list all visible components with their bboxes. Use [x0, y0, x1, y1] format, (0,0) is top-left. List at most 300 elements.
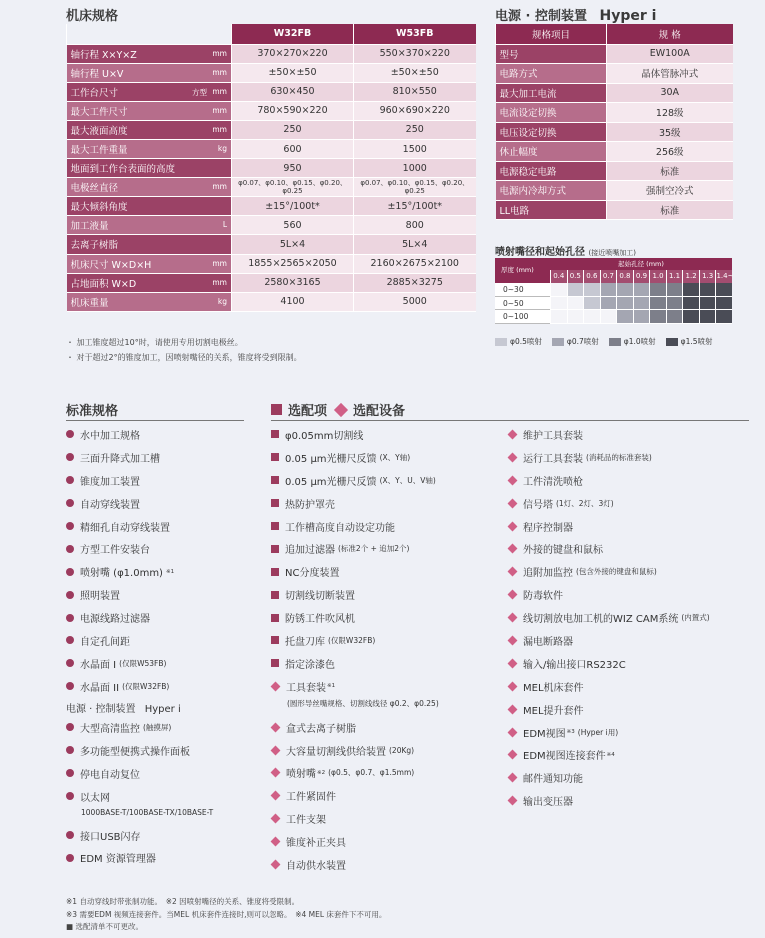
machine-row-value: 560 [232, 216, 354, 235]
machine-note-2: ・ 对于超过2°的锥度加工，因喷射嘴径的关系，锥度将受到限制。 [66, 353, 302, 362]
diamond-bullet-icon [271, 681, 281, 691]
power-spec-table [495, 24, 733, 220]
list-item-text: 水晶面 I [80, 659, 117, 671]
machine-row-value: 810×550 [354, 82, 476, 101]
nozzle-cell [699, 297, 716, 311]
legend-label: φ1.5喷射 [680, 337, 713, 346]
power-row [496, 142, 733, 162]
list-item-note: (φ0.5、φ0.7、φ1.5mm) [328, 768, 415, 778]
nozzle-cell [715, 297, 732, 311]
list-item-detail-text: 1000BASE-T/100BASE-TX/10BASE-T [81, 807, 214, 817]
machine-row-label [67, 178, 232, 197]
list-item-text: 防锈工件吹风机 [285, 614, 355, 626]
machine-header-row [67, 24, 476, 44]
nozzle-cell [583, 283, 600, 297]
square-bullet-icon [271, 453, 279, 461]
nozzle-cell [666, 283, 683, 297]
list-item [66, 537, 174, 560]
list-item-text: 防毒软件 [523, 591, 563, 603]
list-item-footnote-ref: ※3 [566, 729, 575, 736]
power-row [496, 161, 733, 181]
machine-row [67, 44, 476, 63]
list-item [508, 766, 710, 789]
list-item [508, 469, 710, 492]
nozzle-cell [682, 310, 699, 324]
list-item-footnote-ref: ※2 [317, 769, 326, 776]
diamond-bullet-icon [508, 613, 518, 623]
list-item [508, 789, 710, 812]
diamond-bullet-icon [508, 796, 518, 806]
machine-row-label [67, 254, 232, 273]
list-item-text: 工作槽高度自动设定功能 [285, 522, 395, 534]
row-unit: mm [212, 124, 227, 134]
machine-row [67, 254, 476, 273]
list-item-text: 大容量切割线供给装置 [286, 746, 386, 758]
power-row-label: 电源内冷却方式 [496, 181, 607, 201]
list-item-note: (包含外接的键盘和鼠标) [576, 567, 657, 577]
nozzle-legend [495, 336, 755, 347]
nozzle-col-label: 0.4 [550, 270, 567, 283]
machine-row [67, 197, 476, 216]
nozzle-cell [649, 310, 666, 324]
nozzle-top-label: 起始孔径 (mm) [618, 260, 664, 268]
list-item [66, 675, 174, 698]
list-item [508, 675, 710, 698]
machine-row-label [67, 120, 232, 139]
power-title-text: 电源 · 控制装置 [495, 9, 587, 24]
list-item-text: 追加过滤器 [285, 545, 335, 557]
list-item-detail [271, 698, 439, 716]
square-bullet-icon [271, 499, 279, 507]
machine-row [67, 292, 476, 311]
list-item-text: 照明装置 [80, 591, 120, 603]
machine-row-value: 1500 [354, 139, 476, 158]
options-title-1: 选配项 [288, 404, 328, 419]
nozzle-cell [666, 297, 683, 311]
power-row [496, 103, 733, 123]
row-label-text: 电极丝直径 [70, 183, 119, 195]
nozzle-cell [699, 283, 716, 297]
list-item [66, 652, 174, 675]
square-bullet-icon [271, 476, 279, 484]
nozzle-col-label: 0.9 [633, 270, 650, 283]
list-item-text: 切割线切断装置 [285, 591, 355, 603]
row-unit: mm [212, 258, 227, 268]
list-item [271, 716, 439, 739]
diamond-bullet-icon [508, 475, 518, 485]
list-item-footnote-ref: ※4 [606, 751, 615, 758]
diamond-bullet-icon [508, 750, 518, 760]
standard-subtitle-text: 电源 · 控制装置 [66, 704, 136, 715]
list-item-note: (X、Y、U、V轴) [379, 475, 436, 485]
legend-swatch [666, 338, 678, 346]
machine-row-value: φ0.07、φ0.10、φ0.15、φ0.20、φ0.25 [354, 178, 476, 197]
row-label-text: 最大工件重量 [70, 145, 128, 157]
machine-row-label [67, 101, 232, 120]
list-item-text: 线切割放电加工机的WIZ CAM系统 [523, 614, 679, 626]
list-item-text: 水晶面 II [80, 682, 120, 694]
diamond-bullet-icon [271, 814, 281, 824]
diamond-bullet-icon [508, 429, 518, 439]
list-item [508, 743, 710, 766]
nozzle-cell [550, 310, 567, 324]
machine-row [67, 178, 476, 197]
square-bullet-icon [271, 545, 279, 553]
list-item-text: 托盘刀库 [285, 636, 325, 648]
list-item-text: 输出变压器 [523, 797, 573, 809]
list-item [66, 583, 174, 606]
row-unit: kg [217, 296, 227, 306]
machine-spec-table [66, 24, 476, 312]
machine-row [67, 63, 476, 82]
machine-row-value: 5000 [354, 292, 476, 311]
list-item-note: (内置式) [681, 613, 710, 623]
power-row [496, 64, 733, 84]
list-item-note: (消耗品的标准套装) [586, 452, 652, 462]
list-item [271, 853, 439, 876]
row-label-text: 最大倾斜角度 [70, 202, 128, 214]
list-item-text: 喷射嘴 [286, 769, 316, 781]
list-item-note: (标准2个 + 追加2个) [338, 544, 410, 554]
list-item-text: 程序控制器 [523, 522, 573, 534]
nozzle-cell [550, 283, 567, 297]
machine-row-value: 250 [354, 120, 476, 139]
machine-row-value: 5L×4 [232, 235, 354, 254]
row-unit: mm [212, 48, 227, 58]
list-item-text: EDM视图 [523, 728, 566, 740]
list-item-text: 停电自动复位 [80, 769, 140, 781]
nozzle-cell [633, 297, 650, 311]
list-item [508, 629, 710, 652]
list-item-text: 外接的键盘和鼠标 [523, 545, 603, 557]
machine-row-value: 2885×3275 [354, 273, 476, 292]
options-list-1 [271, 423, 439, 876]
list-item-text: 水中加工规格 [80, 430, 140, 442]
list-item-text: 盒式去离子树脂 [286, 723, 356, 735]
list-item [271, 761, 439, 784]
list-item [66, 446, 174, 469]
power-row-value: 128级 [607, 103, 733, 123]
list-item-text: MEL提升套件 [523, 705, 584, 717]
machine-row [67, 120, 476, 139]
list-item [66, 629, 174, 652]
footnote-1: ※1 自动穿线时带张制功能。 ※2 因喷射嘴径的关系、锥度将受限制。 [66, 897, 300, 906]
nozzle-cell [600, 283, 617, 297]
list-item-text: 锥度补正夹具 [286, 838, 346, 850]
machine-row-label [67, 235, 232, 254]
footnote-3: ■ 选配清单不可更改。 [66, 922, 143, 931]
circle-bullet-icon [66, 769, 74, 777]
list-item-text: 自动穿线装置 [80, 499, 140, 511]
list-item [508, 698, 710, 721]
nozzle-cell [616, 310, 633, 324]
nozzle-cell [682, 283, 699, 297]
list-item [271, 560, 439, 583]
list-item [66, 716, 213, 739]
list-item [271, 830, 439, 853]
nozzle-chart [495, 258, 732, 328]
power-row-label: 休止幅度 [496, 142, 607, 162]
list-item [271, 423, 439, 446]
power-header-row [496, 24, 733, 44]
legend-swatch [495, 338, 507, 346]
list-item-text: 精细孔自动穿线装置 [80, 522, 170, 534]
nozzle-cell [600, 310, 617, 324]
list-item-text: 漏电断路器 [523, 636, 573, 648]
legend-label: φ0.7喷射 [566, 337, 599, 346]
list-item-text: 工件紧固件 [286, 792, 336, 804]
diamond-bullet-icon [508, 498, 518, 508]
list-item [66, 739, 213, 762]
machine-row-value: 1000 [354, 159, 476, 178]
model-header: W53FB [354, 24, 476, 44]
list-item [66, 423, 174, 446]
list-item-note: (触摸屏) [143, 722, 172, 732]
list-item [66, 469, 174, 492]
power-row-label: 型号 [496, 44, 607, 64]
machine-row-label [67, 139, 232, 158]
list-item [271, 807, 439, 830]
row-label-text: 占地面积 W×D [70, 278, 137, 290]
circle-bullet-icon [66, 792, 74, 800]
nozzle-col-label: 1.3 [699, 270, 716, 283]
machine-row-value: 780×590×220 [232, 101, 354, 120]
list-item-text: φ0.05mm切割线 [285, 430, 364, 442]
machine-row-value: ±15°/100t* [232, 197, 354, 216]
circle-bullet-icon [66, 854, 74, 862]
nozzle-col-label: 0.5 [567, 270, 584, 283]
list-item [66, 762, 213, 785]
power-row-value: 标准 [607, 200, 733, 220]
machine-row [67, 273, 476, 292]
circle-bullet-icon [66, 522, 74, 530]
list-item [66, 846, 213, 869]
nozzle-col-label: 1.1 [666, 270, 683, 283]
row-label-text: 轴行程 X×Y×Z [70, 49, 137, 61]
machine-row [67, 159, 476, 178]
diamond-bullet-icon [508, 567, 518, 577]
nozzle-cell [583, 310, 600, 324]
list-item-text: EDM视图连接套件 [523, 751, 606, 763]
machine-row [67, 82, 476, 101]
nozzle-cell [583, 297, 600, 311]
machine-row [67, 101, 476, 120]
list-item [508, 606, 710, 629]
power-row-value: 晶体管脉冲式 [607, 64, 733, 84]
circle-bullet-icon [66, 723, 74, 731]
nozzle-title [495, 243, 636, 258]
options-divider [271, 420, 749, 421]
nozzle-cell [567, 283, 584, 297]
row-label-text: 机床尺寸 W×D×H [70, 259, 152, 271]
list-item-text: 以太网 [80, 792, 110, 804]
list-item [508, 537, 710, 560]
nozzle-cell [649, 283, 666, 297]
power-spec-title [495, 5, 656, 24]
row-label-text: 去离子树脂 [70, 240, 119, 252]
list-item [66, 606, 174, 629]
list-item [271, 739, 439, 762]
list-item-text: 运行工具套装 [523, 453, 583, 465]
standard-divider [66, 420, 244, 421]
list-item-note: (X、Y轴) [379, 452, 411, 462]
circle-bullet-icon [66, 746, 74, 754]
square-bullet-icon [271, 404, 282, 415]
list-item-text: 指定涂漆色 [285, 659, 335, 671]
nozzle-cell [567, 297, 584, 311]
machine-row-label [67, 44, 232, 63]
machine-row-value: 250 [232, 120, 354, 139]
power-row-value: 30A [607, 83, 733, 103]
list-item-text: 三面升降式加工槽 [80, 453, 160, 465]
nozzle-cell [633, 310, 650, 324]
list-item-note: (20Kg) [389, 745, 415, 755]
list-item-text: 0.05 μm光栅尺反馈 [285, 453, 377, 465]
list-item-text: 多功能型便携式操作面板 [80, 746, 190, 758]
machine-row-value: 800 [354, 216, 476, 235]
machine-row-label [67, 216, 232, 235]
legend-swatch [609, 338, 621, 346]
machine-row-value: ±50×±50 [232, 63, 354, 82]
model-header: W32FB [232, 24, 354, 44]
machine-header-blank [67, 24, 232, 44]
nozzle-col-label: 1.4~ [715, 270, 732, 283]
footnote-2: ※3 需要EDM 视频连接套件。当MEL 机床套件连接时,则可以忽略。 ※4 MEL 床套件下不可用。 [66, 910, 387, 919]
list-item-note: (仅限W32FB) [122, 681, 170, 691]
row-label-text: 轴行程 U×V [70, 68, 124, 80]
standard-spec-title: 标准规格 [66, 404, 119, 419]
square-bullet-icon [271, 430, 279, 438]
legend-item [609, 337, 656, 346]
diamond-bullet-icon [508, 704, 518, 714]
circle-bullet-icon [66, 499, 74, 507]
machine-row-value: 550×370×220 [354, 44, 476, 63]
list-item-note: (仅限W32FB) [328, 635, 376, 645]
nozzle-col-label: 0.6 [583, 270, 600, 283]
options-title-2: 选配设备 [353, 404, 406, 419]
power-row [496, 181, 733, 201]
power-row-label: LL电路 [496, 200, 607, 220]
nozzle-cell [715, 283, 732, 297]
list-item-detail [66, 808, 213, 824]
nozzle-corner [495, 258, 550, 283]
list-item-note: (仅限W53FB) [119, 658, 167, 668]
diamond-bullet-icon [271, 722, 281, 732]
legend-item [666, 337, 713, 346]
standard-subtitle-bold: Hyper i [144, 704, 181, 715]
machine-row-value: 2580×3165 [232, 273, 354, 292]
diamond-bullet-icon [508, 773, 518, 783]
list-item [271, 492, 439, 515]
list-item-footnote-ref: ※1 [165, 568, 175, 575]
diamond-bullet-icon [508, 452, 518, 462]
diamond-bullet-icon [508, 681, 518, 691]
legend-label: φ0.5喷射 [510, 337, 542, 346]
nozzle-cell [666, 310, 683, 324]
list-item-detail-text: (圆形导丝嘴规格、切割线线径 φ0.2、φ0.25) [287, 698, 439, 708]
legend-item [495, 337, 542, 346]
nozzle-col-label: 1.2 [682, 270, 699, 283]
options-list-2 [508, 423, 710, 812]
list-item-text: 信号塔 [523, 499, 553, 511]
machine-row-label [67, 292, 232, 311]
diamond-bullet-icon [508, 636, 518, 646]
machine-row [67, 216, 476, 235]
list-item-text: NC分度装置 [285, 568, 340, 580]
row-label-text: 地面到工作台表面的高度 [70, 164, 176, 176]
row-unit: kg [217, 143, 227, 153]
power-row [496, 122, 733, 142]
machine-row-value: 5L×4 [354, 235, 476, 254]
machine-row-value: 950 [232, 159, 354, 178]
standard-subtitle [66, 700, 181, 715]
machine-row-value: 4100 [232, 292, 354, 311]
options-title [271, 400, 405, 419]
legend-swatch [552, 338, 564, 346]
list-item-text: 锥度加工装置 [80, 476, 140, 488]
machine-row-value: φ0.07、φ0.10、φ0.15、φ0.20、φ0.25 [232, 178, 354, 197]
circle-bullet-icon [66, 614, 74, 622]
list-item [271, 675, 439, 698]
diamond-bullet-icon [508, 727, 518, 737]
list-item-text: 邮件通知功能 [523, 774, 583, 786]
list-item-text: 工具套装 [286, 682, 326, 694]
square-bullet-icon [271, 522, 279, 530]
nozzle-cell [682, 297, 699, 311]
square-bullet-icon [271, 659, 279, 667]
machine-row-value: 960×690×220 [354, 101, 476, 120]
power-row-value: 35级 [607, 122, 733, 142]
diamond-bullet-icon [508, 544, 518, 554]
nozzle-row-label: 0~50 [495, 297, 550, 311]
list-item-text: 输入/输出接口RS232C [523, 659, 626, 671]
list-item-text: 电源线路过滤器 [80, 614, 150, 626]
nozzle-cell [699, 310, 716, 324]
machine-row-value: 600 [232, 139, 354, 158]
diamond-bullet-icon [271, 837, 281, 847]
nozzle-cell [649, 297, 666, 311]
list-item [508, 721, 710, 744]
list-item [271, 629, 439, 652]
machine-row-label [67, 159, 232, 178]
list-item [271, 537, 439, 560]
list-item [271, 652, 439, 675]
nozzle-col-label: 0.8 [616, 270, 633, 283]
row-unit: mm [212, 105, 227, 115]
diamond-bullet-icon [508, 521, 518, 531]
list-item-text: 维护工具套装 [523, 430, 583, 442]
circle-bullet-icon [66, 545, 74, 553]
circle-bullet-icon [66, 636, 74, 644]
nozzle-col-label: 1.0 [649, 270, 666, 283]
nozzle-title-text: 喷射嘴径和起始孔径 [495, 247, 585, 258]
power-row-value: 256级 [607, 142, 733, 162]
machine-spec-title: 机床规格 [66, 9, 119, 24]
list-item [271, 515, 439, 538]
power-row [496, 83, 733, 103]
list-item [271, 784, 439, 807]
machine-row-value: ±50×±50 [354, 63, 476, 82]
nozzle-subtitle: (接近喷嘴加工) [588, 249, 636, 257]
power-row [496, 44, 733, 64]
standard-list [66, 423, 174, 698]
nozzle-cell [715, 310, 732, 324]
list-item-text: 自定孔间距 [80, 636, 130, 648]
list-item-text: 追附加监控 [523, 568, 573, 580]
square-bullet-icon [271, 614, 279, 622]
list-item [508, 446, 710, 469]
list-item-text: 0.05 μm光栅尺反馈 [285, 476, 377, 488]
